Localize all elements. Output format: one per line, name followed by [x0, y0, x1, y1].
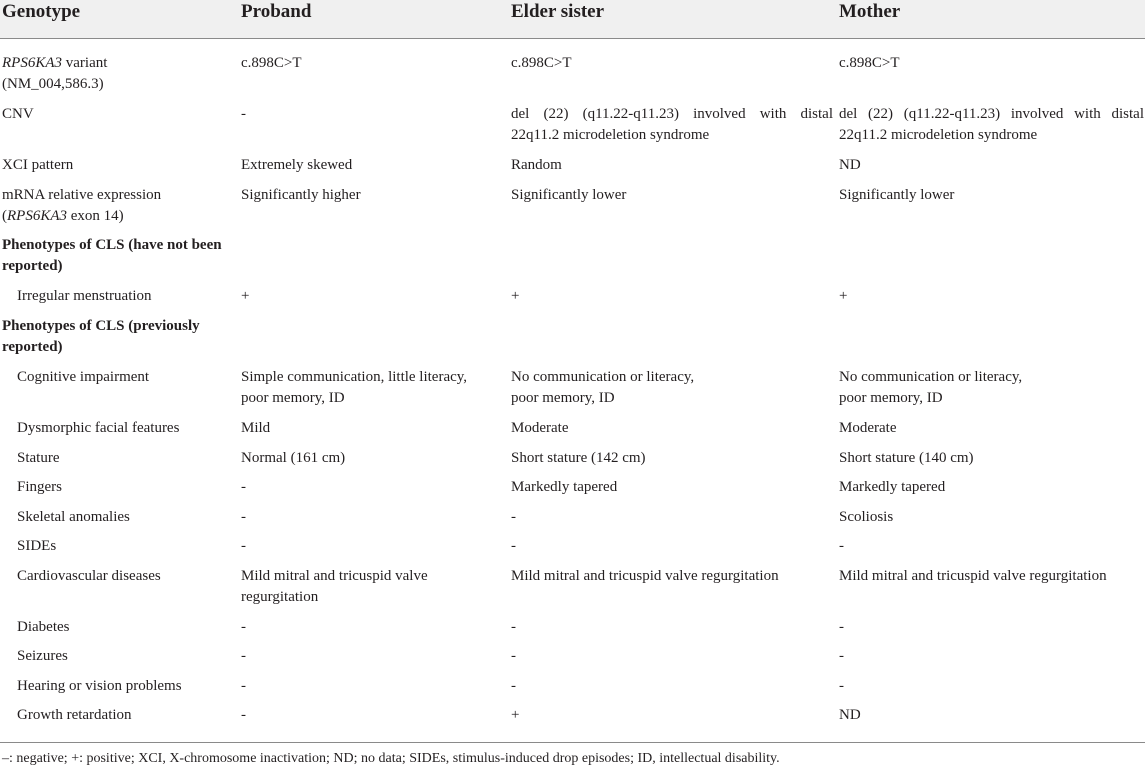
header-proband: Proband [241, 1, 312, 22]
row-label-dysmorphic: Dysmorphic facial features [17, 420, 180, 436]
cell-growth-sister: + [511, 707, 520, 723]
header-genotype: Genotype [2, 1, 81, 22]
table-footnote: –: negative; +: positive; XCI, X-chromosome inactivation; ND; no data; SIDEs, stimulus-induced drop episodes; ID, intellectual disability. [2, 751, 780, 766]
row-label-variant: RPS6KA3 variant (NM_004,586.3) [2, 55, 108, 92]
table-header [0, 0, 1145, 39]
row-label-cognitive: Cognitive impairment [17, 369, 150, 385]
cell-cardio-mother: Mild mitral and tricuspid valve regurgitation [839, 568, 1107, 584]
header-elder-sister: Elder sister [511, 1, 605, 22]
row-label-mrna: mRNA relative expression (RPS6KA3 exon 14) [2, 187, 162, 224]
cell-hearing-mother: - [839, 678, 844, 694]
row-label-menstruation: Irregular menstruation [17, 288, 152, 304]
cell-diabetes-sister: - [511, 619, 516, 635]
row-label-hearing: Hearing or vision problems [17, 678, 182, 694]
cell-dysmorphic-sister: Moderate [511, 420, 569, 436]
cell-stature-mother: Short stature (140 cm) [839, 450, 974, 466]
cell-diabetes-proband: - [241, 619, 246, 635]
cell-skeletal-mother: Scoliosis [839, 509, 894, 525]
header-mother: Mother [839, 1, 901, 22]
cell-fingers-proband: - [241, 479, 246, 495]
cell-dysmorphic-proband: Mild [241, 420, 271, 436]
cell-fingers-sister: Markedly tapered [511, 479, 618, 495]
row-label-sides: SIDEs [17, 538, 57, 554]
cell-hearing-sister: - [511, 678, 516, 694]
cell-growth-proband: - [241, 707, 246, 723]
row-label-fingers: Fingers [17, 479, 62, 495]
cell-sides-mother: - [839, 538, 844, 554]
cell-seizures-sister: - [511, 648, 516, 664]
cell-sides-sister: - [511, 538, 516, 554]
table-bottom-rule [0, 742, 1145, 743]
cell-cognitive-mother: No communication or literacy, poor memory, ID [839, 369, 1023, 406]
cell-diabetes-mother: - [839, 619, 844, 635]
cell-cnv-mother: del (22) (q11.22-q11.23) involved with distal 22q11.2 microdeletion syndrome [839, 106, 1144, 143]
cell-stature-proband: Normal (161 cm) [241, 450, 346, 466]
row-label-skeletal: Skeletal anomalies [17, 509, 130, 525]
row-label-stature: Stature [17, 450, 60, 466]
row-label-xci: XCI pattern [2, 157, 74, 173]
cell-cnv-proband: - [241, 106, 246, 122]
cell-seizures-mother: - [839, 648, 844, 664]
cell-mrna-mother: Significantly lower [839, 187, 955, 203]
row-label-seizures: Seizures [17, 648, 68, 664]
row-label-cardio: Cardiovascular diseases [17, 568, 161, 584]
row-label-growth: Growth retardation [17, 707, 132, 723]
cell-cognitive-sister: No communication or literacy, poor memory, ID [511, 369, 695, 406]
cell-mrna-proband: Significantly higher [241, 187, 361, 203]
cell-skeletal-proband: - [241, 509, 246, 525]
cell-menstruation-mother: + [839, 288, 848, 304]
cell-menstruation-proband: + [241, 288, 250, 304]
cell-sides-proband: - [241, 538, 246, 554]
cell-variant-mother: c.898C>T [839, 55, 900, 71]
section-heading-previously-reported: Phenotypes of CLS (previously reported) [2, 318, 200, 355]
cell-hearing-proband: - [241, 678, 246, 694]
cell-cognitive-proband: Simple communication, little literacy, poor memory, ID [241, 369, 468, 406]
cell-menstruation-sister: + [511, 288, 520, 304]
section-heading-not-reported: Phenotypes of CLS (have not been reported) [2, 237, 222, 274]
cell-cnv-sister: del (22) (q11.22-q11.23) involved with distal 22q11.2 microdeletion syndrome [511, 106, 833, 143]
cell-fingers-mother: Markedly tapered [839, 479, 946, 495]
cell-xci-mother: ND [839, 157, 861, 173]
cell-mrna-sister: Significantly lower [511, 187, 627, 203]
row-label-cnv: CNV [2, 106, 34, 122]
cell-dysmorphic-mother: Moderate [839, 420, 897, 436]
cell-growth-mother: ND [839, 707, 861, 723]
cell-xci-sister: Random [511, 157, 562, 173]
cell-cardio-sister: Mild mitral and tricuspid valve regurgitation [511, 568, 779, 584]
cell-skeletal-sister: - [511, 509, 516, 525]
row-label-diabetes: Diabetes [17, 619, 70, 635]
cell-xci-proband: Extremely skewed [241, 157, 353, 173]
cell-stature-sister: Short stature (142 cm) [511, 450, 646, 466]
cell-variant-sister: c.898C>T [511, 55, 572, 71]
cell-variant-proband: c.898C>T [241, 55, 302, 71]
cell-seizures-proband: - [241, 648, 246, 664]
cell-cardio-proband: Mild mitral and tricuspid valve regurgitation [241, 568, 428, 605]
